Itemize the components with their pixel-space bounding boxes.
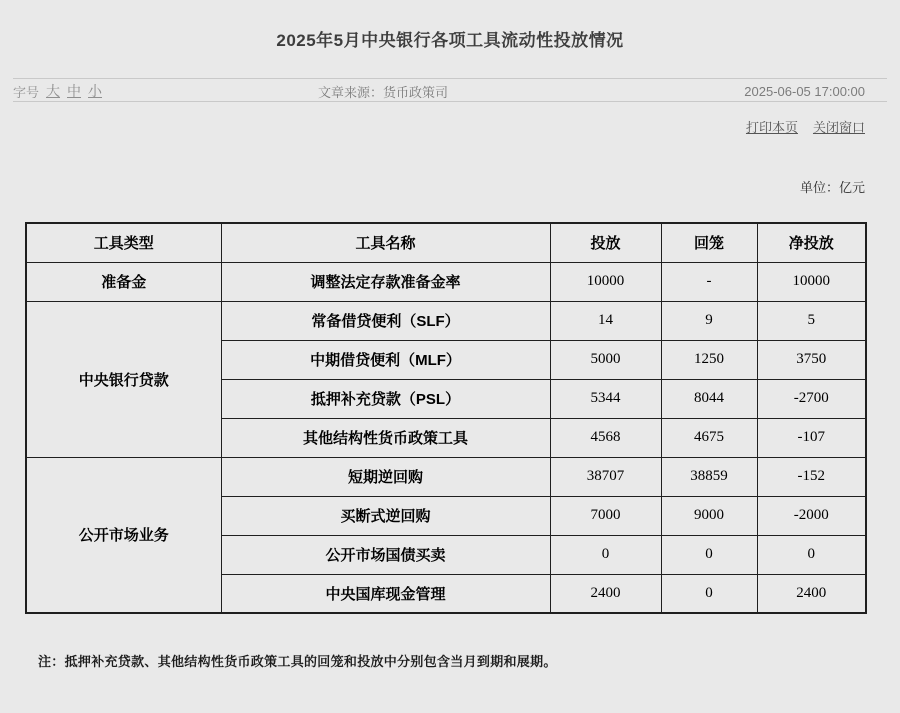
font-size-label: 字号 xyxy=(13,84,40,100)
cell-tool-name: 抵押补充贷款（PSL） xyxy=(221,379,550,418)
group-cell-open-market-operations: 公开市场业务 xyxy=(26,457,221,613)
cell-injection: 2400 xyxy=(550,574,661,613)
font-size-small-link[interactable]: 小 xyxy=(88,83,103,99)
cell-tool-name: 中期借贷便利（MLF） xyxy=(221,340,550,379)
cell-tool-name: 其他结构性货币政策工具 xyxy=(221,418,550,457)
font-size-large-link[interactable]: 大 xyxy=(46,83,61,99)
cell-net-injection: 0 xyxy=(757,535,866,574)
article-source: 文章来源：货币政策司 xyxy=(318,84,449,100)
action-links xyxy=(746,117,865,136)
cell-withdrawal: 0 xyxy=(661,535,757,574)
cell-injection: 5000 xyxy=(550,340,661,379)
font-size-medium-link[interactable]: 中 xyxy=(67,83,82,99)
group-cell-reserves: 准备金 xyxy=(26,262,221,301)
table-row xyxy=(26,301,866,340)
cell-withdrawal: 4675 xyxy=(661,418,757,457)
cell-tool-name: 短期逆回购 xyxy=(221,457,550,496)
cell-net-injection: -107 xyxy=(757,418,866,457)
cell-tool-name: 中央国库现金管理 xyxy=(221,574,550,613)
cell-net-injection: -2000 xyxy=(757,496,866,535)
cell-injection: 14 xyxy=(550,301,661,340)
cell-injection: 10000 xyxy=(550,262,661,301)
table-row xyxy=(26,457,866,496)
col-header-withdrawal: 回笼 xyxy=(661,223,757,262)
cell-withdrawal: 0 xyxy=(661,574,757,613)
group-cell-central-bank-lending: 中央银行贷款 xyxy=(26,301,221,457)
cell-injection: 0 xyxy=(550,535,661,574)
col-header-tool-type: 工具类型 xyxy=(26,223,221,262)
table-note: 注：抵押补充贷款、其他结构性货币政策工具的回笼和投放中分别包含当月到期和展期。 xyxy=(38,654,557,669)
unit-label: 单位：亿元 xyxy=(799,180,865,195)
cell-injection: 7000 xyxy=(550,496,661,535)
page-title: 2025年5月中央银行各项工具流动性投放情况 xyxy=(276,31,624,50)
cell-withdrawal: 8044 xyxy=(661,379,757,418)
col-header-net-injection: 净投放 xyxy=(757,223,866,262)
cell-net-injection: 10000 xyxy=(757,262,866,301)
cell-injection: 4568 xyxy=(550,418,661,457)
cell-withdrawal: 1250 xyxy=(661,340,757,379)
cell-net-injection: -2700 xyxy=(757,379,866,418)
publish-timestamp: 2025-06-05 17:00:00 xyxy=(744,83,865,99)
cell-withdrawal: 9 xyxy=(661,301,757,340)
cell-net-injection: -152 xyxy=(757,457,866,496)
cell-tool-name: 公开市场国债买卖 xyxy=(221,535,550,574)
cell-net-injection: 2400 xyxy=(757,574,866,613)
cell-tool-name: 常备借贷便利（SLF） xyxy=(221,301,550,340)
table-row xyxy=(26,262,866,301)
cell-net-injection: 5 xyxy=(757,301,866,340)
cell-net-injection: 3750 xyxy=(757,340,866,379)
print-page-link[interactable]: 打印本页 xyxy=(745,120,798,135)
col-header-injection: 投放 xyxy=(550,223,661,262)
cell-withdrawal: - xyxy=(661,262,757,301)
font-size-controls xyxy=(13,79,102,103)
cell-withdrawal: 9000 xyxy=(661,496,757,535)
cell-tool-name: 买断式逆回购 xyxy=(221,496,550,535)
liquidity-table xyxy=(25,222,867,614)
table-header-row xyxy=(26,223,866,262)
cell-injection: 38707 xyxy=(550,457,661,496)
close-window-link[interactable]: 关闭窗口 xyxy=(812,120,865,135)
cell-withdrawal: 38859 xyxy=(661,457,757,496)
meta-bar xyxy=(13,78,887,102)
cell-tool-name: 调整法定存款准备金率 xyxy=(221,262,550,301)
cell-injection: 5344 xyxy=(550,379,661,418)
col-header-tool-name: 工具名称 xyxy=(221,223,550,262)
